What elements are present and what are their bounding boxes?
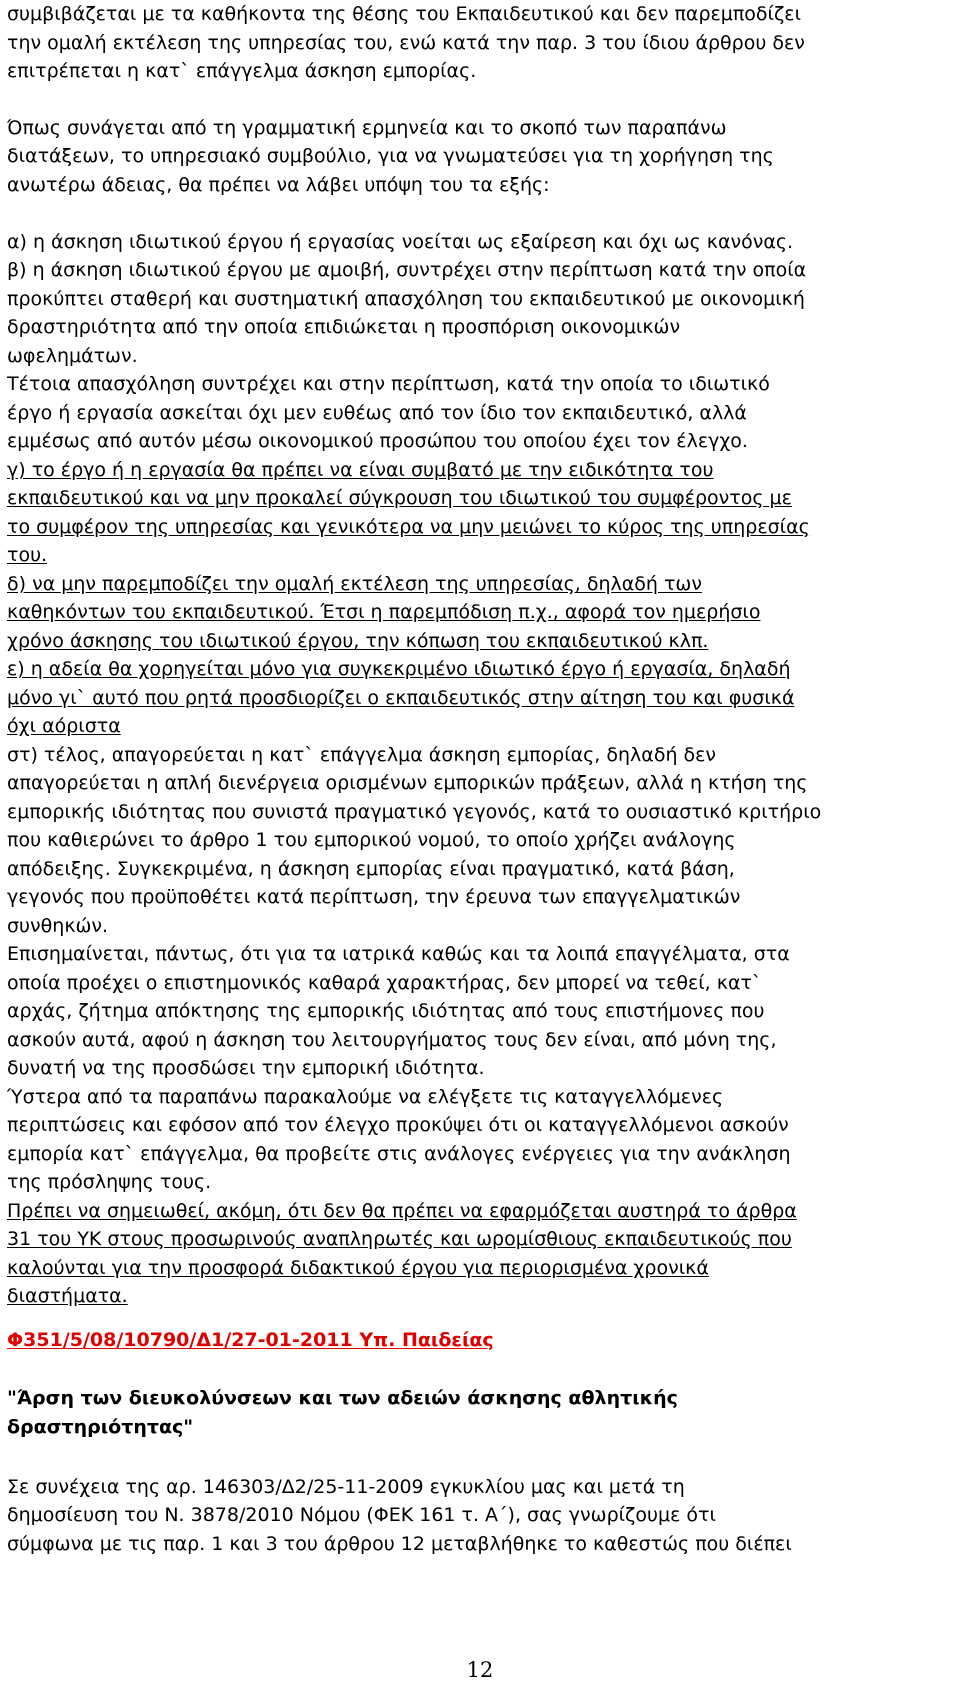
- circular-subject-title: δραστηριότητας": [7, 1416, 194, 1438]
- text-line: δημοσίευση του Ν. 3878/2010 Νόμου (ΦΕΚ 161 τ. Α΄), σας γνωρίζουμε ότι: [7, 1504, 716, 1526]
- underlined-line: εκπαιδευτικού και να μην προκαλεί σύγκρουση του ιδιωτικού του συμφέροντος με: [7, 487, 792, 509]
- text-line: της πρόσληψης τους.: [7, 1171, 212, 1193]
- text-line: Τέτοια απασχόληση συντρέχει και στην περίπτωση, κατά την οποία το ιδιωτικό: [7, 373, 770, 395]
- underlined-line: καλούνται για την προσφορά διδακτικού έργου για περιορισμένα χρονικά: [7, 1257, 709, 1279]
- underlined-line: 31 του ΥΚ στους προσωρινούς αναπληρωτές και ωρομίσθιους εκπαιδευτικούς που: [7, 1228, 792, 1250]
- text-line: την ομαλή εκτέλεση της υπηρεσίας του, ενώ κατά την παρ. 3 του ίδιου άρθρου δεν: [7, 32, 805, 54]
- text-line: γεγονός που προϋποθέτει κατά περίπτωση, την έρευνα των επαγγελματικών: [7, 886, 741, 908]
- circular-reference-heading: Φ351/5/08/10790/Δ1/27-01-2011 Υπ. Παιδείας: [7, 1329, 494, 1351]
- underlined-line: μόνο γι` αυτό που ρητά προσδιορίζει ο εκπαιδευτικός στην αίτηση του και φυσικά: [7, 687, 795, 709]
- underlined-line: δ) να μην παρεμποδίζει την ομαλή εκτέλεση της υπηρεσίας, δηλαδή των: [7, 573, 702, 595]
- text-line: που καθιερώνει το άρθρο 1 του εμπορικού νομού, το οποίο χρήζει ανάλογης: [7, 829, 736, 851]
- text-line: εμπορικής ιδιότητας που συνιστά πραγματικό γεγονός, κατά το ουσιαστικό κριτήριο: [7, 801, 822, 823]
- text-line: ασκούν αυτά, αφού η άσκηση του λειτουργήματος τους δεν είναι, από μόνη της,: [7, 1029, 777, 1051]
- text-line: εμμέσως από αυτόν μέσω οικονομικού προσώπου του οποίου έχει τον έλεγχο.: [7, 430, 748, 452]
- underlined-line: του.: [7, 544, 48, 566]
- underlined-line: ε) η αδεία θα χορηγείται μόνο για συγκεκριμένο ιδιωτικό έργο ή εργασία, δηλαδή: [7, 658, 791, 680]
- text-line: εμπορία κατ` επάγγελμα, θα προβείτε στις ανάλογες ενέργειες για την ανάκληση: [7, 1143, 791, 1165]
- underlined-line: διαστήματα.: [7, 1285, 128, 1307]
- text-line: επιτρέπεται η κατ` επάγγελμα άσκηση εμπορίας.: [7, 60, 477, 82]
- underlined-line: όχι αόριστα: [7, 715, 121, 737]
- text-line: δραστηριότητα από την οποία επιδιώκεται η προσπόριση οικονομικών: [7, 316, 681, 338]
- text-line: ωφελημάτων.: [7, 345, 138, 367]
- text-line: Σε συνέχεια της αρ. 146303/Δ2/25-11-2009 εγκυκλίου μας και μετά τη: [7, 1476, 685, 1498]
- text-line: Ύστερα από τα παραπάνω παρακαλούμε να ελέγξετε τις καταγγελλόμενες: [7, 1086, 724, 1108]
- underlined-line: γ) το έργο ή η εργασία θα πρέπει να είναι συμβατό με την ειδικότητα του: [7, 459, 714, 481]
- underlined-line: Πρέπει να σημειωθεί, ακόμη, ότι δεν θα πρέπει να εφαρμόζεται αυστηρά το άρθρα: [7, 1200, 797, 1222]
- text-line: περιπτώσεις και εφόσον από τον έλεγχο προκύψει ότι οι καταγγελλόμενοι ασκούν: [7, 1114, 789, 1136]
- text-line: δυνατή να της προσδώσει την εμπορική ιδιότητα.: [7, 1057, 485, 1079]
- page-number: 12: [466, 1658, 494, 1682]
- text-line: α) η άσκηση ιδιωτικού έργου ή εργασίας νοείται ως εξαίρεση και όχι ως κανόνας.: [7, 231, 794, 253]
- text-line: Επισημαίνεται, πάντως, ότι για τα ιατρικά καθώς και τα λοιπά επαγγέλματα, στα: [7, 943, 790, 965]
- text-line: απαγορεύεται η απλή διενέργεια ορισμένων εμπορικών πράξεων, αλλά η κτήση της: [7, 772, 808, 794]
- text-line: συμβιβάζεται με τα καθήκοντα της θέσης του Εκπαιδευτικού και δεν παρεμποδίζει: [7, 3, 802, 25]
- text-line: ανωτέρω άδειας, θα πρέπει να λάβει υπόψη του τα εξής:: [7, 174, 550, 196]
- text-line: β) η άσκηση ιδιωτικού έργου με αμοιβή, συντρέχει στην περίπτωση κατά την οποία: [7, 259, 807, 281]
- circular-subject-title: "Άρση των διευκολύνσεων και των αδειών άσκησης αθλητικής: [7, 1387, 678, 1409]
- text-line: οποία προέχει ο επιστημονικός καθαρά χαρακτήρας, δεν μπορεί να τεθεί, κατ`: [7, 972, 762, 994]
- text-line: έργο ή εργασία ασκείται όχι μεν ευθέως από τον ίδιο τον εκπαιδευτικό, αλλά: [7, 402, 747, 424]
- text-line: Όπως συνάγεται από τη γραμματική ερμηνεία και το σκοπό των παραπάνω: [7, 117, 727, 139]
- text-line: στ) τέλος, απαγορεύεται η κατ` επάγγελμα άσκηση εμπορίας, δηλαδή δεν: [7, 744, 717, 766]
- underlined-line: καθηκόντων του εκπαιδευτικού. Έτσι η παρεμπόδιση π.χ., αφορά τον ημερήσιο: [7, 601, 761, 623]
- text-line: απόδειξης. Συγκεκριμένα, η άσκηση εμπορίας είναι πραγματικό, κατά βάση,: [7, 858, 735, 880]
- text-line: συνθηκών.: [7, 915, 109, 937]
- text-line: προκύπτει σταθερή και συστηματική απασχόληση του εκπαιδευτικού με οικονομική: [7, 288, 805, 310]
- text-line: σύμφωνα με τις παρ. 1 και 3 του άρθρου 12 μεταβλήθηκε το καθεστώς που διέπει: [7, 1533, 792, 1555]
- underlined-line: χρόνο άσκησης του ιδιωτικού έργου, την κόπωση του εκπαιδευτικού κλπ.: [7, 630, 709, 652]
- text-line: αρχάς, ζήτημα απόκτησης της εμπορικής ιδιότητας από τους επιστήμονες που: [7, 1000, 765, 1022]
- text-line: διατάξεων, το υπηρεσιακό συμβούλιο, για να γνωματεύσει για τη χορήγηση της: [7, 145, 774, 167]
- underlined-line: το συμφέρον της υπηρεσίας και γενικότερα να μην μειώνει το κύρος της υπηρεσίας: [7, 516, 810, 538]
